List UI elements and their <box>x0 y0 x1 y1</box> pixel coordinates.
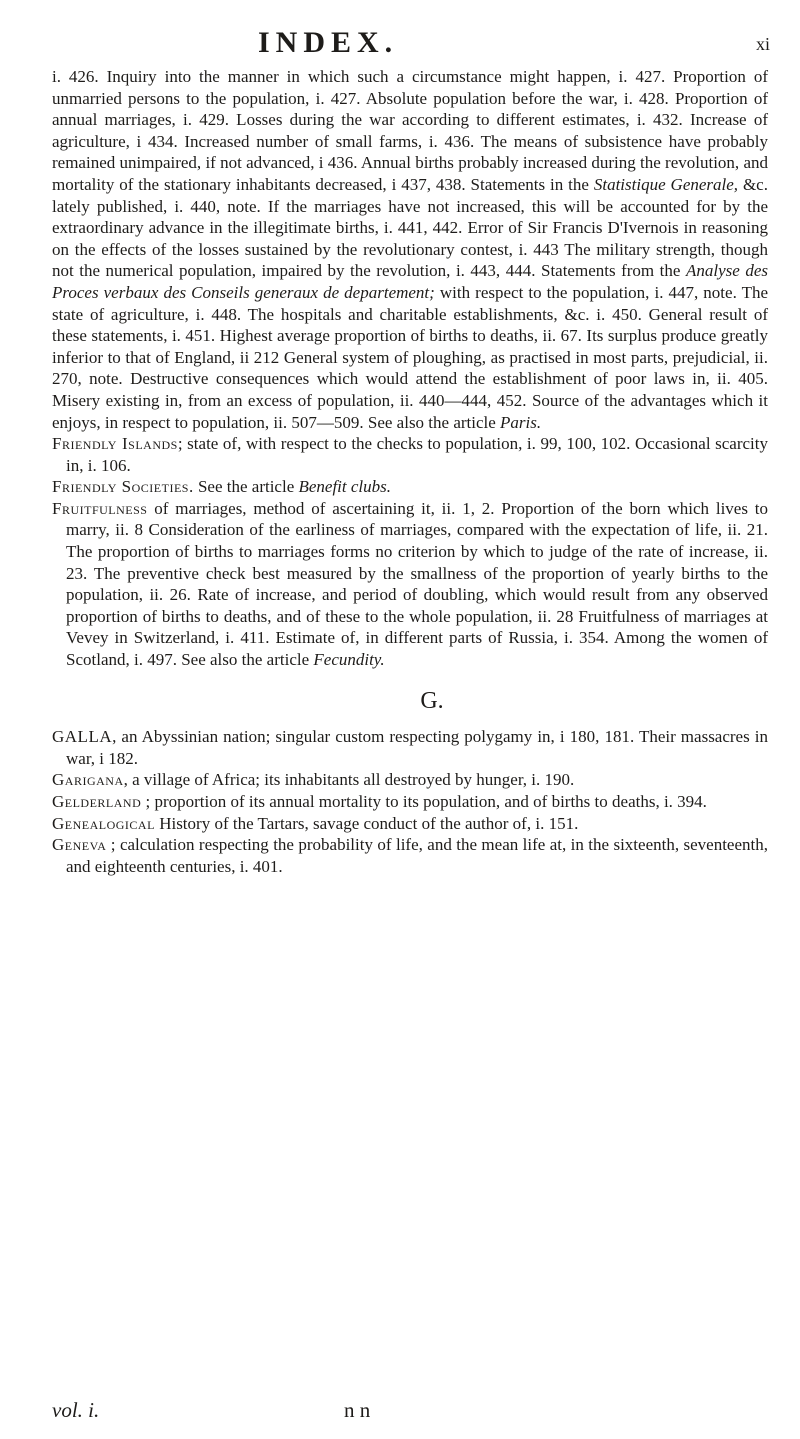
entry-friendly-islands <box>52 433 768 476</box>
entry-text: i. 426. Inquiry into the manner in which such a circumstance might happen, i. 427. Proportion of unmarried persons to the population, i. 427. Absolute population before the war, i. 428. Proportion of annual marriages, i. 429. Losses during the war according to different estimates, i. 432. Increase of agriculture, i 434. Increased number of small farms, i. 436. The means of subsistence have probably remained unimpaired, if not advanced, i 436. Annual births probably increased during the revolution, and mortality of the stationary inhabitants decreased, i 437, 438. Statements in the <box>52 67 768 194</box>
page-number: xi <box>755 34 770 54</box>
signature-mark: n n <box>344 1398 371 1422</box>
entry-headword: Gelderland <box>52 792 142 811</box>
entry-crossref: Fecundity. <box>313 650 385 670</box>
entry-text: with respect to the population, i. 447, note. The state of agriculture, i. 448. The hospitals and charitable establishments, &c. i. 450. General result of these statements, i. 451. Highest average proportion of births to deaths, ii. 67. Its surplus produce greatly inferior to that of England, ii 212 General system of ploughing, as practised in most parts, prejudicial, ii. 270, note. Destructive consequences which would attend the establishment of poor laws in, ii. 405. Misery existing in, from an excess of population, ii. 440—444, 452. Source of the advantages which it enjoys, in respect to population, ii. 507—509. See also the article <box>52 282 769 432</box>
entry-headword: Genealogical <box>52 813 155 833</box>
entry-text: &c. lately published, i. 440, note. If the marriages have not increased, this will be accounted for by the extraordinary advance in the illegitimate births, i. 441, 442. Error of Sir Francis D'Ivernois in reasoning on the effects of the losses sustained by the revolutionary contest, i. 443 The military strength, though not the numerical population, impaired by the revolution, i. 443, 444. Statements from the <box>52 174 768 281</box>
page-footer <box>52 1398 612 1426</box>
entry-headword: Garigana <box>52 770 124 790</box>
entry-text: , a village of Africa; its inhabitants all destroyed by hunger, i. 190. <box>123 770 575 790</box>
entry-text: ; calculation respecting the probability of life, and the mean life at, in the sixteenth, seventeenth, and eighteenth centuries, i. 401. <box>66 835 768 876</box>
volume-label: vol. i. <box>52 1398 100 1422</box>
entry-headword: Fruitfulness <box>52 498 148 518</box>
entry-friendly-societies <box>52 476 768 498</box>
entry-crossref: Paris. <box>500 412 542 432</box>
running-header <box>0 26 800 62</box>
entry-crossref: Analyse des Proces verbaux des Conseils generaux de departement; <box>52 261 768 302</box>
entry-text: ; proportion of its annual mortality to its population, and of births to deaths, i. 394. <box>141 792 707 811</box>
entry-text: of marriages, method of ascertaining it, ii. 1, 2. Proportion of the born which lives to marry, ii. 8 Consideration of the earliness of marriages, compared with the expectation of life, ii. 21. The proportion of births to marriages forms no criterion by which to judge of the rate of increase, ii. 23. The preventive check best measured by the smallness of the proportion of yearly births to the population, ii. 26. Rate of increase, and period of doubling, which would result from any observed proportion of births to deaths, and of these to the whole population, ii. 28 Fruitfulness of marriages at Vevey in Switzerland, i. 411. Estimate of, in different parts of Russia, i. 354. Among the women of Scotland, i. 497. See also the article <box>66 498 768 670</box>
entry-fruitfulness <box>52 498 768 671</box>
entry-text: , an Abyssinian nation; singular custom respecting polygamy in, i 180, 181. Their massacres in war, i 182. <box>66 727 768 768</box>
entry-geneva <box>52 834 768 877</box>
page-title: INDEX. <box>258 26 399 59</box>
entry-crossref: Benefit clubs. <box>298 477 392 497</box>
entry-text: ; state of, with respect to the checks to population, i. 99, 100, 102. Occasional scarcity in, i. 106. <box>66 434 769 475</box>
entry-headword: Geneva <box>52 835 107 855</box>
continued-entry-france <box>52 66 768 433</box>
entry-headword: Friendly Islands <box>52 434 178 454</box>
entry-gelderland <box>52 791 768 813</box>
entry-headword: GALLA <box>52 727 113 747</box>
entry-crossref: Statistique Generale, <box>593 174 739 194</box>
index-text <box>52 66 768 877</box>
entry-galla <box>52 726 768 769</box>
entry-garigana <box>52 769 768 791</box>
entry-genealogical <box>52 813 768 835</box>
entry-text: History of the Tartars, savage conduct of the author of, i. 151. <box>154 813 579 833</box>
entry-headword: Friendly Societies. <box>52 477 194 497</box>
section-letter-heading: G. <box>420 687 444 714</box>
entry-text: See the article <box>193 477 299 497</box>
